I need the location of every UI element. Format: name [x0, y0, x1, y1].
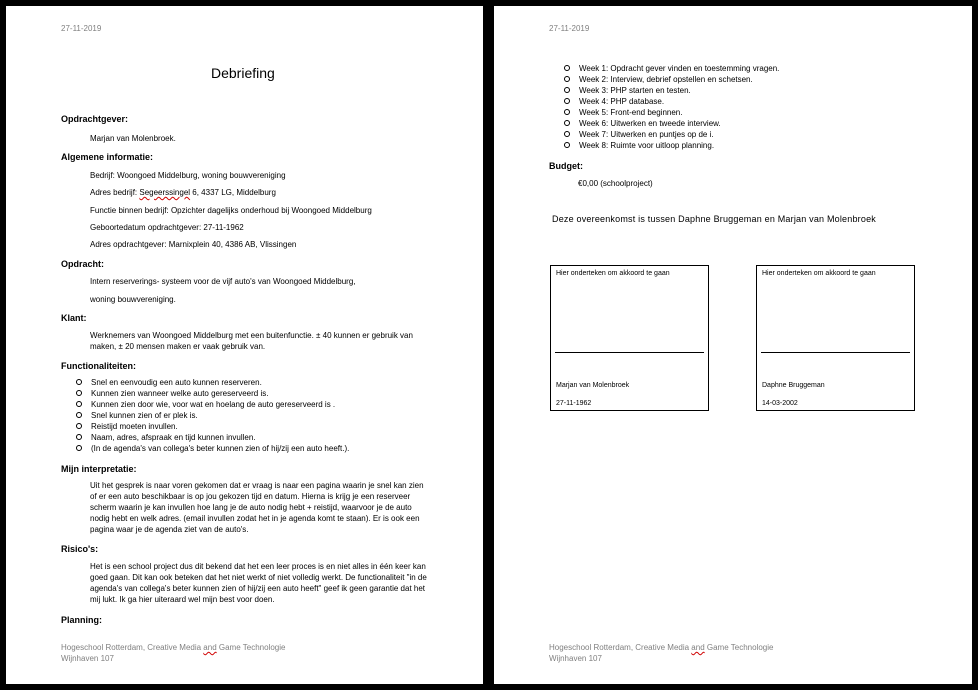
page-date: 27-11-2019 — [549, 24, 590, 33]
signer-name: Daphne Bruggeman — [762, 382, 825, 389]
list-item: Week 5: Front-end beginnen. — [564, 108, 682, 117]
list-item: Week 1: Opdracht gever vinden en toestemming vragen. — [564, 64, 779, 73]
section-heading-opdracht: Opdracht: — [61, 259, 105, 269]
info-bedrijf: Bedrijf: Woongoed Middelburg, woning bouwvereniging — [90, 171, 286, 180]
interpretatie-text: Uit het gesprek is naar voren gekomen dat er vraag is naar een pagina waarin je snel kan zien of er een auto beschikbaar is op jou gekozen tijd en datum. Hierna is krijg je een reserveer scherm waarin je kan invullen hoe lang je de auto nodig hebt + reistijd, waarvoor je de auto nodig hebt en welk adres. (email invullen zodat het in je agenda komt te staan). Er is ook een pagina waar je de agenda ziet van de auto's. — [90, 481, 424, 534]
section-heading-opdrachtgever: Opdrachtgever: — [61, 114, 129, 124]
list-item: Reistijd moeten invullen. — [76, 422, 178, 431]
list-item: Week 7: Uitwerken en puntjes op de i. — [564, 130, 714, 139]
info-functie: Functie binnen bedrijf: Opzichter dagelijks onderhoud bij Woongoed Middelburg — [90, 206, 372, 215]
bullet-circle-icon — [564, 142, 570, 148]
bullet-circle-icon — [76, 423, 82, 429]
list-item: Week 4: PHP database. — [564, 97, 664, 106]
document-page-2 — [494, 6, 972, 684]
section-heading-risicos: Risico's: — [61, 544, 99, 554]
spelling-error-underline: Segeerssingel — [139, 188, 191, 197]
signature-box-opdrachtgever[interactable] — [550, 265, 709, 411]
page-footer — [61, 642, 285, 664]
section-heading-klant: Klant: — [61, 313, 87, 323]
bullet-circle-icon — [564, 87, 570, 93]
info-adres-rest: 6, 4337 LG, Middelburg — [190, 188, 276, 197]
bullet-circle-icon — [76, 412, 82, 418]
signature-box-student[interactable] — [756, 265, 915, 411]
budget-value: €0,00 (schoolproject) — [578, 179, 653, 188]
bullet-circle-icon — [76, 379, 82, 385]
bullet-circle-icon — [564, 131, 570, 137]
bullet-circle-icon — [564, 109, 570, 115]
opdracht-line-1: Intern reserverings- systeem voor de vijf auto's van Woongoed Middelburg, — [90, 277, 356, 286]
list-item: Week 3: PHP starten en testen. — [564, 86, 691, 95]
signature-line — [555, 352, 704, 353]
bullet-circle-icon — [564, 120, 570, 126]
list-item: Naam, adres, afspraak en tijd kunnen invullen. — [76, 433, 256, 442]
document-title: Debriefing — [211, 65, 275, 81]
info-adres-bedrijf — [90, 187, 276, 198]
section-heading-functionaliteiten: Functionaliteiten: — [61, 361, 136, 371]
list-item: Week 6: Uitwerken en tweede interview. — [564, 119, 721, 128]
bullet-circle-icon — [564, 65, 570, 71]
signature-prompt: Hier onderteken om akkoord te gaan — [556, 270, 670, 277]
spelling-error-underline: and — [691, 643, 705, 652]
list-item: Kunnen zien door wie, voor wat en hoelang de auto gereserveerd is . — [76, 400, 335, 409]
document-page-1 — [6, 6, 483, 684]
section-heading-budget: Budget: — [549, 161, 583, 171]
risicos-text: Het is een school project dus dit bekend dat het een leer proces is en niet alles in één keer kan goed gaan. Dit kan ook beteken dat het niet werkt of niet volledig werkt. De functionaliteit "in de agenda's van collega's beter kunnen zien of hij/zij een auto heeft" geef ik geen garantie dat het mij lukt. Ik ga hier uiteraard wel mijn best voor doen. — [90, 562, 427, 604]
signer-date: 14-03-2002 — [762, 400, 798, 407]
bullet-circle-icon — [76, 390, 82, 396]
footer-line-2: Wijnhaven 107 — [61, 654, 114, 663]
signature-prompt: Hier onderteken om akkoord te gaan — [762, 270, 876, 277]
signer-date: 27-11-1962 — [556, 400, 592, 407]
info-geboortedatum: Geboortedatum opdrachtgever: 27-11-1962 — [90, 223, 244, 232]
signature-line — [761, 352, 910, 353]
footer-line-1: Hogeschool Rotterdam, Creative Media and Game Technologie — [549, 643, 774, 652]
page-date: 27-11-2019 — [61, 24, 102, 33]
list-item: Week 8: Ruimte voor uitloop planning. — [564, 141, 714, 150]
opdrachtgever-name: Marjan van Molenbroek. — [90, 134, 176, 143]
bullet-circle-icon — [564, 76, 570, 82]
klant-text: Werknemers van Woongoed Middelburg met een buitenfunctie. ± 40 kunnen er gebruik van maken, ± 20 mensen maken er vaak gebruik van. — [90, 331, 413, 351]
section-heading-mijn-interpretatie: Mijn interpretatie: — [61, 464, 137, 474]
bullet-circle-icon — [76, 434, 82, 440]
spelling-error-underline: and — [203, 643, 217, 652]
bullet-circle-icon — [564, 98, 570, 104]
list-item: Snel kunnen zien of er plek is. — [76, 411, 198, 420]
bullet-circle-icon — [76, 445, 82, 451]
page-footer — [549, 642, 773, 664]
signer-name: Marjan van Molenbroek — [556, 382, 630, 389]
footer-line-2: Wijnhaven 107 — [549, 654, 602, 663]
list-item: (In de agenda's van collega's beter kunnen zien of hij/zij een auto heeft.). — [76, 444, 349, 453]
section-heading-algemene-informatie: Algemene informatie: — [61, 152, 154, 162]
opdracht-line-2: woning bouwvereniging. — [90, 295, 176, 304]
list-item: Kunnen zien wanneer welke auto gereserveerd is. — [76, 389, 268, 398]
footer-line-1: Hogeschool Rotterdam, Creative Media and Game Technologie — [61, 643, 286, 652]
list-item: Snel en eenvoudig een auto kunnen reserveren. — [76, 378, 262, 387]
section-heading-planning: Planning: — [61, 615, 102, 625]
info-adres-label: Adres bedrijf: — [90, 188, 140, 197]
agreement-statement: Deze overeenkomst is tussen Daphne Bruggeman en Marjan van Molenbroek — [552, 214, 876, 224]
bullet-circle-icon — [76, 401, 82, 407]
info-adres-opdrachtgever: Adres opdrachtgever: Marnixplein 40, 4386 AB, Vlissingen — [90, 240, 297, 249]
list-item: Week 2: Interview, debrief opstellen en schetsen. — [564, 75, 753, 84]
